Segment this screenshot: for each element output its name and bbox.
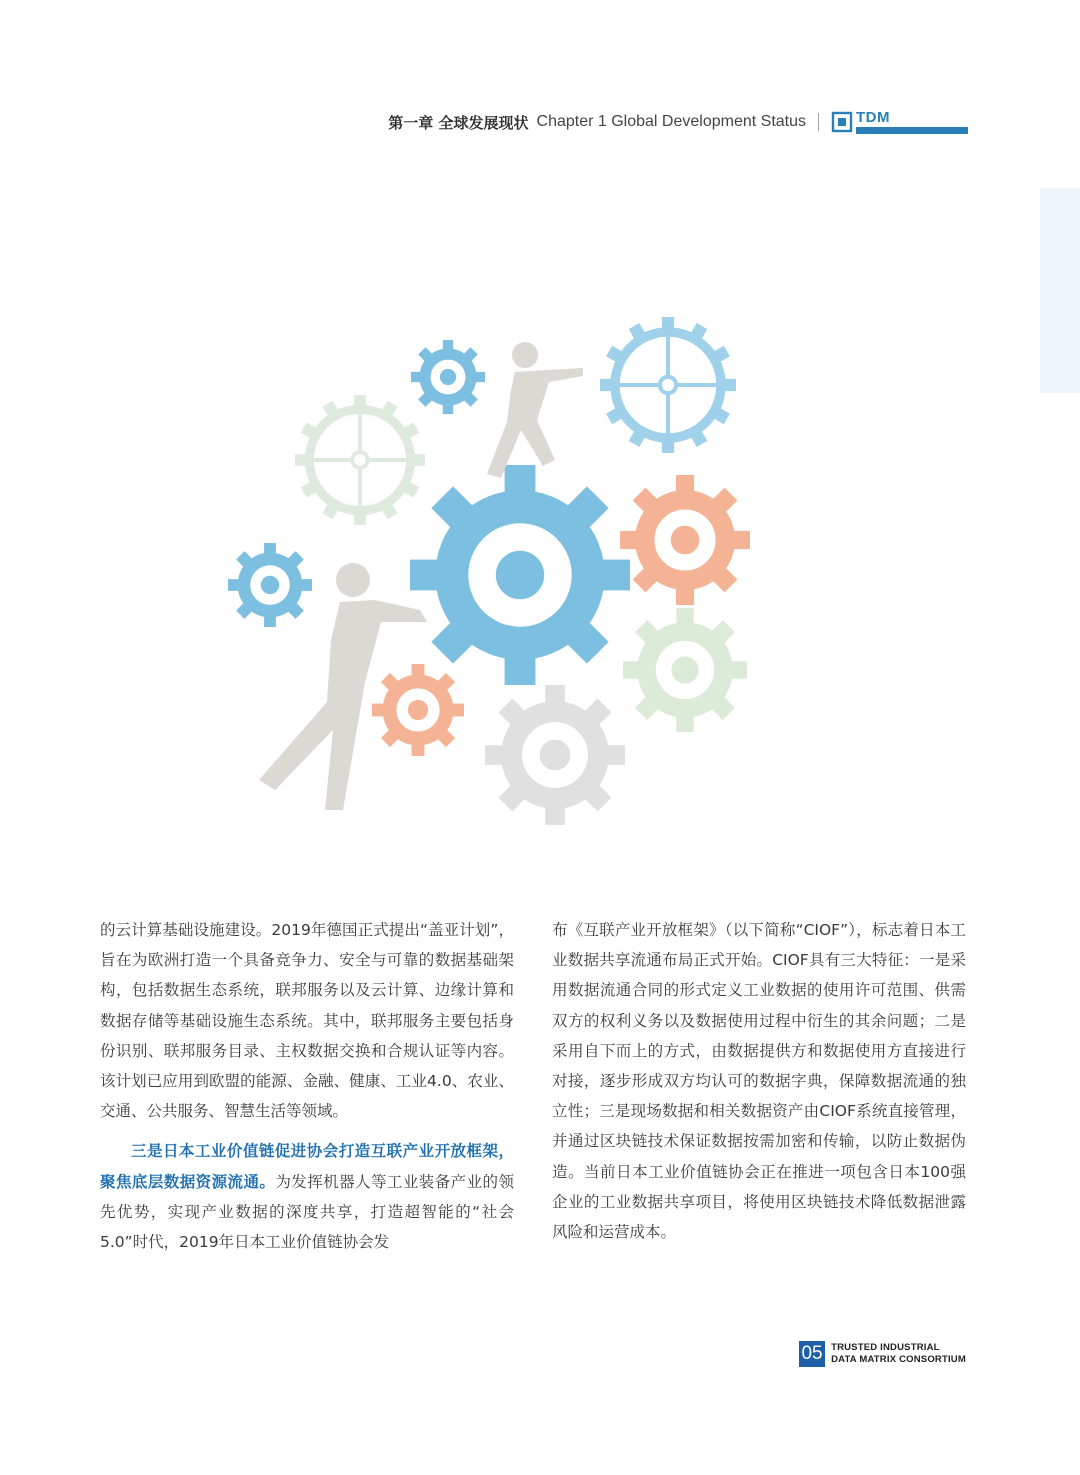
- top-person-figure-icon: [487, 342, 583, 478]
- chapter-title-en: Chapter 1 Global Development Status: [536, 113, 806, 130]
- small-orange-gear-icon: [372, 664, 464, 756]
- gears-illustration: [215, 310, 775, 830]
- chapter-title-cn: 第一章 全球发展现状: [388, 113, 529, 132]
- footer-line-2: DATA MATRIX CONSORTIUM: [831, 1354, 966, 1365]
- orange-gear-icon: [620, 475, 750, 605]
- left-blue-gear-icon: [228, 543, 312, 627]
- left-paragraph-2: [100, 1136, 514, 1257]
- logo-bar: [856, 127, 968, 134]
- right-column: [552, 915, 966, 1247]
- blue-spoke-gear-icon: [600, 317, 736, 453]
- footer-line-1: TRUSTED INDUSTRIAL: [831, 1342, 940, 1353]
- right-paragraph: 布《互联产业开放框架》（以下简称“CIOF”），标志着日本工业数据共享流通布局正式开始。CIOF具有三大特征：一是采用数据流通合同的形式定义工业数据的使用许可范围、供需双方的权利义务以及数据使用过程中衍生的其余问题；二是采用自下而上的方式，由数据提供方和数据使用方直接进行对接，逐步形成双方均认可的数据字典，保障数据流通的独立性；三是现场数据和相关数据资产由CIOF系统直接管理，并通过区块链技术保证数据按需加密和传输，以防止数据伪造。当前日本工业价值链协会正在推进一项包含日本100强企业的工业数据共享项目，将使用区块链技术降低数据泄露风险和运营成本。: [552, 921, 966, 1242]
- header-divider: [818, 113, 819, 131]
- logo-text: TDM: [856, 109, 890, 126]
- highlight-heading: 三是日本工业价值链促进协会打造互联产业开放框架，聚焦底层数据资源流通。: [100, 1142, 514, 1191]
- green-gear-icon: [623, 608, 747, 732]
- tdm-logo: [831, 110, 968, 134]
- page-number: 05: [799, 1341, 825, 1367]
- grey-gear-icon: [485, 685, 625, 825]
- small-blue-gear-icon: [411, 340, 485, 414]
- left-paragraph: 的云计算基础设施建设。2019年德国正式提出“盖亚计划”，旨在为欧洲打造一个具备竞争力、安全与可靠的数据基础架构，包括数据生态系统，联邦服务以及云计算、边缘计算和数据存储等基础设施生态系统。其中，联邦服务主要包括身份识别、联邦服务目录、主权数据交换和合规认证等内容。该计划已应用到欧盟的能源、金融、健康、工业4.0、农业、交通、公共服务、智慧生活等领域。: [100, 921, 514, 1121]
- green-spoke-gear-icon: [295, 395, 425, 525]
- page-header: [388, 106, 968, 138]
- footer-org-name: [831, 1342, 966, 1366]
- side-tab: [1040, 188, 1080, 393]
- page-footer: [799, 1341, 966, 1367]
- large-blue-gear-icon: [410, 465, 630, 685]
- tdm-logo-icon: [831, 111, 853, 133]
- left-column: [100, 915, 514, 1257]
- left-paragraph-2-text: 为发挥机器人等工业装备产业的领先优势，实现产业数据的深度共享，打造超智能的“社会5.0”时代，2019年日本工业价值链协会发: [100, 1172, 514, 1252]
